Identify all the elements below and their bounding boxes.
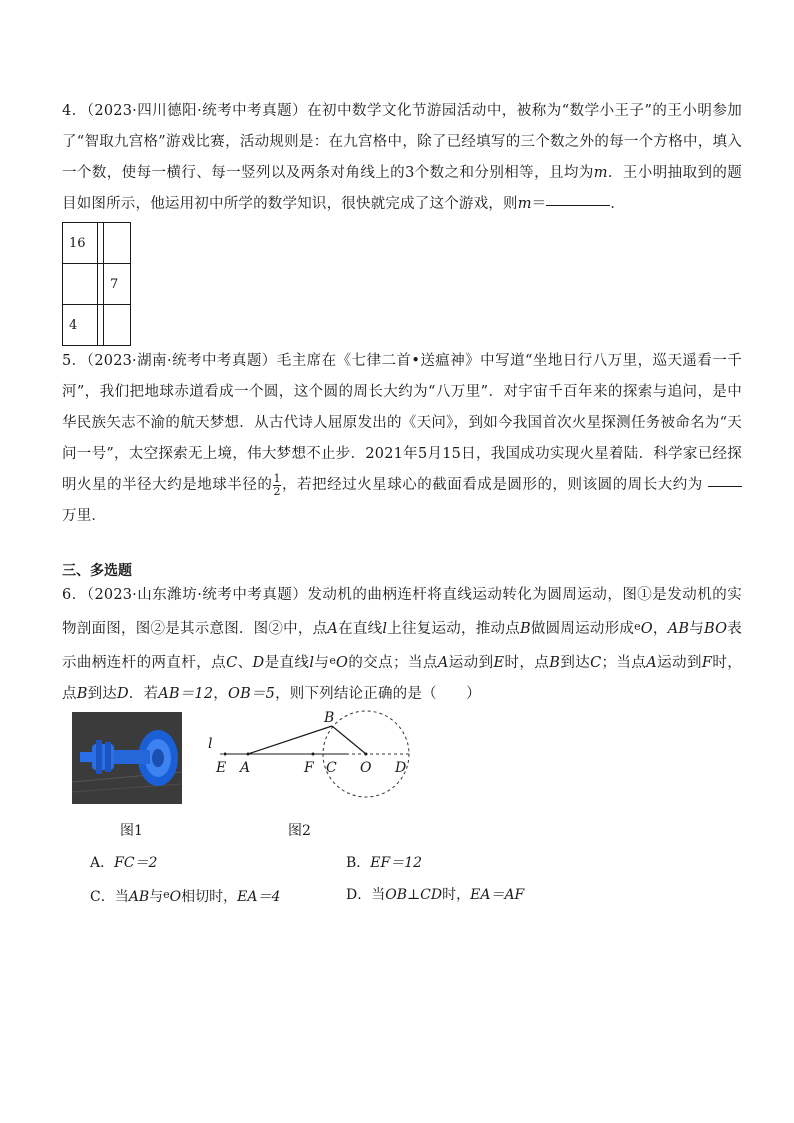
point-e xyxy=(224,753,227,756)
q6-text: 到达 xyxy=(87,686,117,702)
q4-number: 4． xyxy=(62,103,87,119)
q4-text1: 在初中数学文化节游园活动中，被称为“数学小王子”的王小明参加了“智取九宫格”游戏比赛，活动规则是：在九宫格中，除了已经填写的三个数之外的每一个方格中，填入一个数，使每一横行、每一竖列以及两条对角线上的3个数之和分别相等，且均为 xyxy=(62,103,742,181)
q6-text: 与 xyxy=(689,621,705,637)
q6-text: 上往复运动，推动点 xyxy=(387,621,520,637)
q6-text: ， xyxy=(652,621,668,637)
q6-math: B xyxy=(519,621,531,637)
q6-text: 发动机的曲柄连杆将直线运动转化为圆周运动，图①是发动机的实物剖面图，图②是其示意图．图②中，点 xyxy=(62,587,742,637)
figure-1-caption: 图1 xyxy=(120,823,143,839)
option-letter: B． xyxy=(346,855,371,871)
q5-answer-blank[interactable] xyxy=(708,485,742,487)
q6-text: 做圆周运动形成 xyxy=(530,621,635,637)
q4-var-m-2: m xyxy=(517,196,532,212)
question-5 xyxy=(62,346,742,532)
question-6 xyxy=(62,580,742,710)
option-d[interactable] xyxy=(346,885,524,905)
grid-cell: 4 xyxy=(63,305,98,346)
option-a[interactable] xyxy=(90,853,157,873)
circle-symbol: e xyxy=(163,888,170,901)
engine-photo xyxy=(72,712,182,804)
q6-source: （2023·山东潍坊·统考中考真题） xyxy=(86,587,308,603)
q6-math: D xyxy=(252,655,265,671)
option-math: EA＝4 xyxy=(237,889,281,905)
q6-text: 与 xyxy=(314,655,330,671)
q6-math: C xyxy=(590,655,602,671)
q5-text2: ，若把经过火星球心的截面看成是圆形的，则该圆的周长大约为 xyxy=(281,477,703,493)
q5-fraction xyxy=(273,473,280,498)
option-math: FC＝2 xyxy=(114,855,158,871)
q6-text: 时，点 xyxy=(504,655,550,671)
question-4 xyxy=(62,96,742,220)
nine-grid xyxy=(62,222,131,346)
q5-number: 5． xyxy=(62,353,87,369)
label-b: B xyxy=(324,710,335,726)
option-letter: D． xyxy=(346,887,372,903)
figure-2-schematic xyxy=(200,700,424,812)
option-c[interactable] xyxy=(90,885,280,907)
q5-source: （2023·湖南·统考中考真题） xyxy=(86,353,277,369)
q6-text: 运动到 xyxy=(656,655,702,671)
figure-2-caption: 图2 xyxy=(288,823,311,839)
q4-text3: ＝ xyxy=(531,196,547,212)
point-a xyxy=(247,753,250,756)
point-f xyxy=(312,753,315,756)
q6-math: O xyxy=(640,621,653,637)
q6-text: 是直线 xyxy=(264,655,310,671)
label-l: l xyxy=(208,736,213,752)
q5-text1: 毛主席在《七律二首•送瘟神》中写道“坐地日行八万里，巡天遥看一千河”，我们把地球赤道看成一个圆，这个圆的周长大约为“八万里”．对宇宙千百年来的探索与追问，是中华民族矢志不渝的航天梦想．从古代诗人屈原发出的《天问》，到如今我国首次火星探测任务被命名为“天问一号”，太空探索无上境，伟大梦想不止步．2021年5月15日，我国成功实现火星着陆．科学家已经探明火星的半径大约是地球半径的 xyxy=(62,353,742,493)
q4-var-m: m xyxy=(593,165,608,181)
grid-cell xyxy=(104,305,131,346)
grid-cell xyxy=(63,264,98,305)
q4-source: （2023·四川德阳·统考中考真题） xyxy=(86,103,308,119)
circle-symbol: e xyxy=(329,654,337,667)
option-letter: C． xyxy=(90,889,115,905)
frac-num: 1 xyxy=(273,471,281,485)
option-math: O xyxy=(169,889,182,905)
option-math: EF＝12 xyxy=(370,855,423,871)
q6-text: ，则下列结论正确的是（ ） xyxy=(275,686,481,702)
q6-text: 时，点 xyxy=(62,655,742,702)
option-text: 当 xyxy=(371,887,386,903)
q6-math: B xyxy=(549,655,561,671)
q6-math: AB＝12 xyxy=(158,686,214,702)
q6-text: ；当点 xyxy=(601,655,647,671)
grid-cell xyxy=(104,223,131,264)
q6-math: O xyxy=(336,655,349,671)
option-text: 相切时， xyxy=(181,889,238,905)
option-math: OB⊥CD xyxy=(385,887,443,903)
q6-number: 6． xyxy=(62,587,87,603)
q6-math: l xyxy=(382,621,388,637)
q6-math: A xyxy=(327,621,339,637)
q6-text: 到达 xyxy=(560,655,591,671)
section-heading: 三、多选题 xyxy=(62,563,132,579)
grid-row xyxy=(63,264,131,305)
q6-math: OB＝5 xyxy=(227,686,276,702)
q6-math: B xyxy=(76,686,88,702)
q6-math: F xyxy=(701,655,713,671)
q6-math: A xyxy=(646,655,657,671)
q6-math: A xyxy=(437,655,449,671)
q6-text: 在直线 xyxy=(338,621,383,637)
q6-math: C xyxy=(226,655,238,671)
option-math: AB xyxy=(128,889,150,905)
option-text: 当 xyxy=(114,889,129,905)
label-f: F xyxy=(304,760,314,776)
label-c: C xyxy=(326,760,337,776)
label-a: A xyxy=(240,760,251,776)
q4-end: ． xyxy=(610,196,626,212)
q6-text: 表示曲柄连杆的两直杆，点 xyxy=(62,621,742,671)
label-e: E xyxy=(216,760,227,776)
rod-ab xyxy=(248,726,332,754)
q6-text: 的交点；当点 xyxy=(348,655,438,671)
option-b[interactable] xyxy=(346,853,422,873)
circle-symbol: e xyxy=(634,620,641,633)
q6-text: 、 xyxy=(237,655,253,671)
q6-text: ， xyxy=(213,686,228,702)
point-o xyxy=(365,753,368,756)
q6-text: 运动到 xyxy=(448,655,494,671)
q6-math: AB xyxy=(667,621,690,637)
rod-bo xyxy=(332,726,366,754)
q4-text2: ．王小明抽取到的题目如图所示，他运用初中所学的数学知识，很快就完成了这个游戏，则 xyxy=(62,165,742,212)
q6-math: E xyxy=(493,655,505,671)
option-math: EA＝AF xyxy=(470,887,525,903)
q6-math: l xyxy=(309,655,315,671)
q6-math: BO xyxy=(704,621,728,637)
grid-cell: 7 xyxy=(104,264,131,305)
q6-text: ．若 xyxy=(128,686,159,702)
engine-illustration xyxy=(72,712,182,804)
option-text: 与 xyxy=(149,889,164,905)
q4-answer-blank[interactable] xyxy=(546,204,610,206)
q5-text3: 万里． xyxy=(62,508,107,524)
grid-row xyxy=(63,223,131,264)
q6-math: D xyxy=(116,686,129,702)
label-o: O xyxy=(360,760,372,776)
option-text: 时， xyxy=(442,887,471,903)
grid-cell: 16 xyxy=(63,223,98,264)
option-letter: A． xyxy=(90,855,115,871)
frac-den: 2 xyxy=(273,484,281,498)
label-d: D xyxy=(395,760,407,776)
grid-row xyxy=(63,305,131,346)
